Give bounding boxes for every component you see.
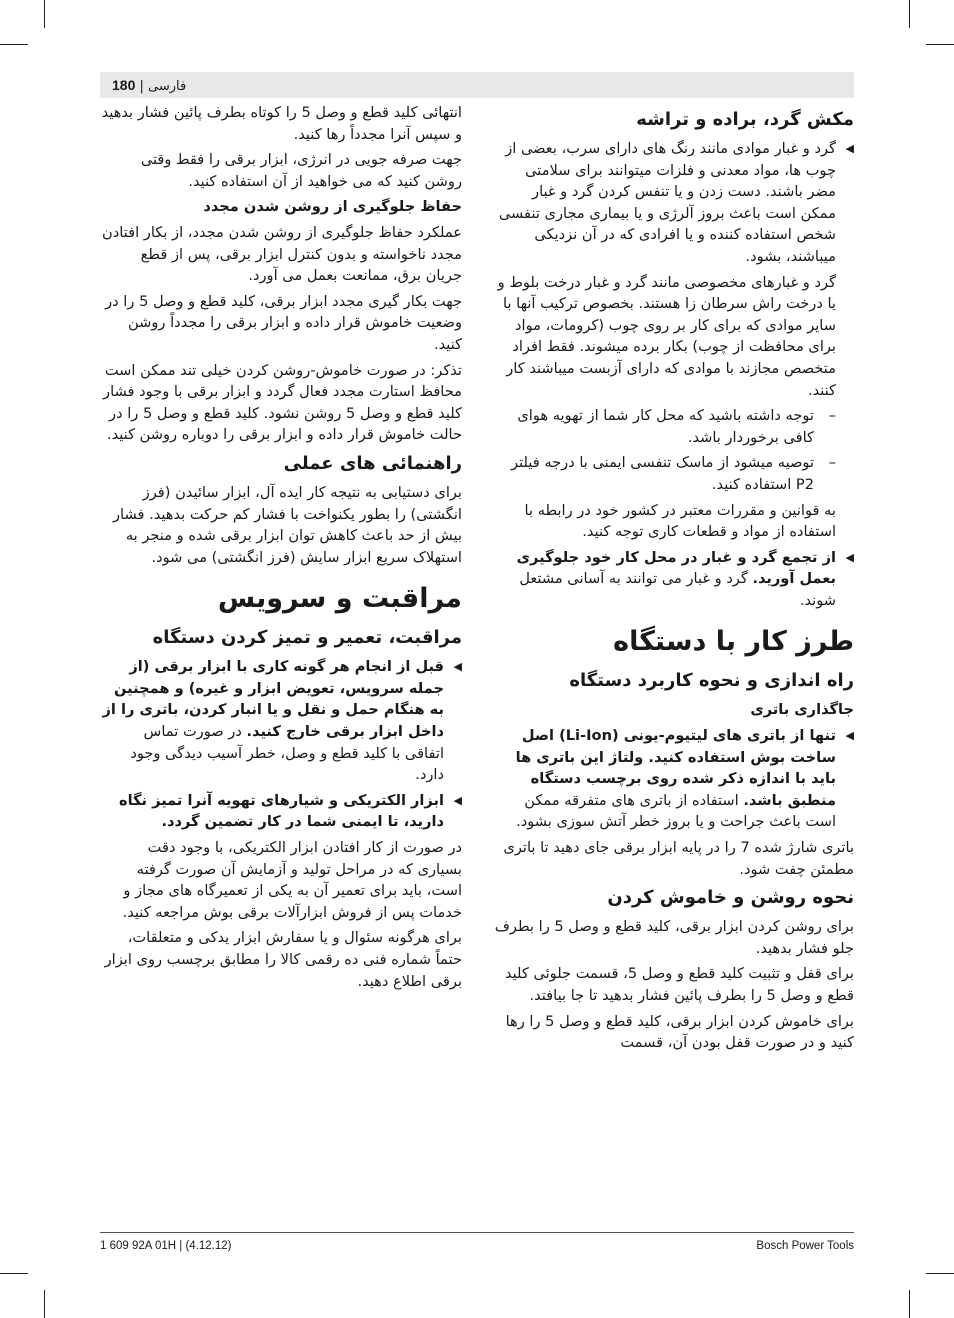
dash-item-1-text: توجه داشته باشید که محل کار شما از تهویه هوای کافی برخوردار باشد. xyxy=(517,407,814,446)
maintenance-paragraph-2: برای هرگونه سئوال و یا سفارش ابزار یدکی و متعلقات، حتماً شماره فنی ده رقمی کالا را مطابق برچسب روی ابزار برقی اطلاع دهید. xyxy=(104,929,462,990)
note-paragraph: تذکر: در صورت خاموش-روشن کردن خیلی تند ممکن است محافظ استارت مجدد فعال گردد و ابزار برقی با وجود فشار کلید قطع و وصل 5 روشن نشود. کلید قطع و وصل 5 را در حالت خاموش قرار داده و ابزار برقی را دوباره روشن کنید. xyxy=(103,361,462,444)
bullet-arrow-icon: ◀ xyxy=(453,660,462,674)
care-heading: مراقبت و سرویس xyxy=(217,583,462,615)
dash-marker: – xyxy=(828,454,836,472)
dust-bullet-2-bold: از تجمع گرد و غبار در محل کار خود جلوگیری بعمل آورید. xyxy=(516,548,836,588)
bullet-arrow-icon: ◀ xyxy=(845,142,854,155)
battery-bullet-text: استفاده از باتری های متفرقه ممکن است باعث جراحت و یا بروز خطر آتش سوزی بشود. xyxy=(516,791,836,831)
maintenance-bullet-1-text: در صورت تماس اتفاقی با کلید قطع و وصل، خطر آسیب دیدگی وجود دارد. xyxy=(130,723,444,784)
dash-item-2-text: توصیه میشود از ماسک تنفسی ایمنی با درجه فیلتر P2 استفاده کنید. xyxy=(511,454,814,493)
dust-paragraph-3 xyxy=(494,500,854,543)
page-header xyxy=(112,72,186,98)
restart-paragraph-1: عملکرد حفاظ جلوگیری از روشن شدن مجدد، از بکار افتادن مجدد ناخواسته و بدون کنترل ابزار برقی، پس از قطع جریان برق، ممانعت بعمل می آورد. xyxy=(102,223,462,285)
bullet-arrow-icon: ◀ xyxy=(845,550,854,564)
dust-paragraph-2 xyxy=(494,272,854,402)
dust-paragraph-3-text: به قوانین و مقررات معتبر در کشور خود در رابطه با استفاده از مواد و قطعات کاری توجه کنید. xyxy=(524,501,836,541)
lock-paragraph: برای قفل و تثبیت کلید قطع و وصل 5، قسمت جلوئی کلید قطع و وصل 5 را بطرف پائین فشار بدهید تا جا بیافتد. xyxy=(504,965,854,1004)
bullet-arrow-icon: ◀ xyxy=(453,793,462,807)
footer-doc-code: 1 609 92A 01H | (4.12.12) xyxy=(100,1240,232,1252)
crop-mark xyxy=(909,0,910,28)
dust-paragraph-2-text: گرد و غبارهای مخصوصی مانند گرد و غبار درخت بلوط و یا درخت راش سرطان زا هستند. بخصوص ترکیب آنها با سایر موادی که برای کار بر روی چوب (کرومات، مواد برای محافظت از چوب) بکار برده میشوند. فقط افراد متخصص مجازند با موادی که دارای آزبست میباشند کار کنند. xyxy=(497,273,836,399)
tips-heading: راهنمائی های عملی xyxy=(283,452,462,474)
header-bar xyxy=(100,72,854,98)
maintenance-bullet-2-bold: ابزار الکتریکی و شیارهای تهویه آنرا تمیز نگاه دارید، تا ایمنی شما در کار تضمین گردد. xyxy=(118,791,444,831)
page-number: 180 xyxy=(112,77,136,93)
header-separator: | xyxy=(139,79,144,94)
tips-paragraph: برای دستیابی به نتیجه کار ایده آل، ابزار سائیدن (فرز انگشتی) را بطور یکنواخت با فشار کم حرکت بدهید. فشار بیش از حد باعث کاهش توان ابزار برقی شده و منجر به استهلاک سریع ابزار سایش (فرز انگشتی) می شود. xyxy=(112,483,462,566)
bullet-arrow-icon: ◀ xyxy=(845,729,854,743)
dust-heading: مکش گرد، براده و تراشه xyxy=(636,109,854,130)
footer-divider xyxy=(100,1232,854,1233)
dash-item-2 xyxy=(494,452,854,495)
crop-mark xyxy=(0,44,28,45)
maintenance-heading: مراقبت، تعمیر و تمیز کردن دستگاه xyxy=(152,627,462,649)
footer-brand: Bosch Power Tools xyxy=(756,1240,854,1252)
battery-bullet xyxy=(494,725,854,833)
crop-mark xyxy=(44,0,45,28)
left-column xyxy=(100,102,462,996)
crop-mark xyxy=(926,44,954,45)
switch-off-paragraph: برای خاموش کردن ابزار برقی، کلید قطع و وصل 5 را رها کنید و در صورت قفل بودن آن، قسمت xyxy=(505,1012,854,1052)
battery-heading: جاگذاری باتری xyxy=(750,701,854,719)
crop-mark xyxy=(926,1273,954,1274)
maintenance-bullet-2 xyxy=(100,790,462,833)
crop-mark xyxy=(0,1273,28,1274)
dust-bullet-2-text: گرد و غبار می توانند به آسانی مشتعل شوند. xyxy=(519,570,836,609)
crop-mark xyxy=(44,1290,45,1318)
restart-protection-heading: حفاظ جلوگیری از روشن شدن مجدد xyxy=(203,198,462,216)
battery-paragraph: باتری شارژ شده 7 را در پایه ابزار برقی جای دهید تا باتری مطمئن چفت شود. xyxy=(503,839,854,878)
dust-bullet-1 xyxy=(494,138,854,268)
right-column xyxy=(494,102,854,1058)
battery-bullet-bold: تنها از باتری های لیتیوم-یونی (Li-Ion) اصل ساخت بوش استفاده کنید. ولتاژ این باتری ها باید با اندازه ذکر شده روی برچسب دستگاه منطبق باشد. xyxy=(515,727,836,809)
startup-heading: راه اندازی و نحوه کاربرد دستگاه xyxy=(569,670,854,692)
maintenance-bullet-1 xyxy=(100,656,462,786)
continued-paragraph-2: جهت صرفه جویی در انرژی، ابزار برقی را فقط وقتی روشن کنید که می خواهید از آن استفاده کنید. xyxy=(140,151,462,190)
dust-bullet-2 xyxy=(494,547,854,612)
dash-marker: – xyxy=(828,407,836,425)
dash-item-1 xyxy=(494,405,854,448)
header-language: فارسی xyxy=(148,79,187,94)
operation-heading: طرز کار با دستگاه xyxy=(613,626,854,658)
maintenance-paragraph-1: در صورت از کار افتادن ابزار الکتریکی، با وجود دقت بسیاری که در مراحل تولید و آزمایش آن صورت گرفته است، باید برای تعمیر آن به یکی از تعمیرگاه های مجاز و خدمات پس از فروش ابزارآلات برقی بوش مراجعه کنید. xyxy=(122,839,462,921)
crop-mark xyxy=(909,1290,910,1318)
dust-bullet-1-text: گرد و غبار موادی مانند رنگ های دارای سرب، بعضی از چوب ها، مواد معدنی و فلزات میتوانند برای سلامتی مضر باشند. دست زدن و یا تنفس کردن گرد و غبار ممکن است باعث بروز آلرژی و یا بیماری مجاری تنفسی شخص استفاده کننده و یا افرادی که در آن نزدیکی میباشند، بشود. xyxy=(498,140,836,265)
restart-paragraph-2: جهت بکار گیری مجدد ابزار برقی، کلید قطع و وصل 5 را در وضعیت خاموش قرار داده و ابزار برقی را مجدداً روشن کنید. xyxy=(105,292,462,353)
onoff-heading: نحوه روشن و خاموش کردن xyxy=(607,887,854,909)
continued-paragraph-1: انتهائی کلید قطع و وصل 5 را کوتاه بطرف پائین فشار بدهید و سپس آنرا مجدداً رها کنید. xyxy=(101,104,462,143)
switch-on-paragraph: برای روشن کردن ابزار برقی، کلید قطع و وصل 5 را بطرف جلو فشار بدهید. xyxy=(494,918,854,957)
maintenance-bullet-1-bold: قبل از انجام هر گونه کاری با ابزار برقی (از جمله سرویس، تعویض ابزار و غیره) و همچنین به هنگام حمل و نقل و یا انبار کردن، باتری را از داخل ابزار برقی خارج کنید. xyxy=(102,658,444,741)
